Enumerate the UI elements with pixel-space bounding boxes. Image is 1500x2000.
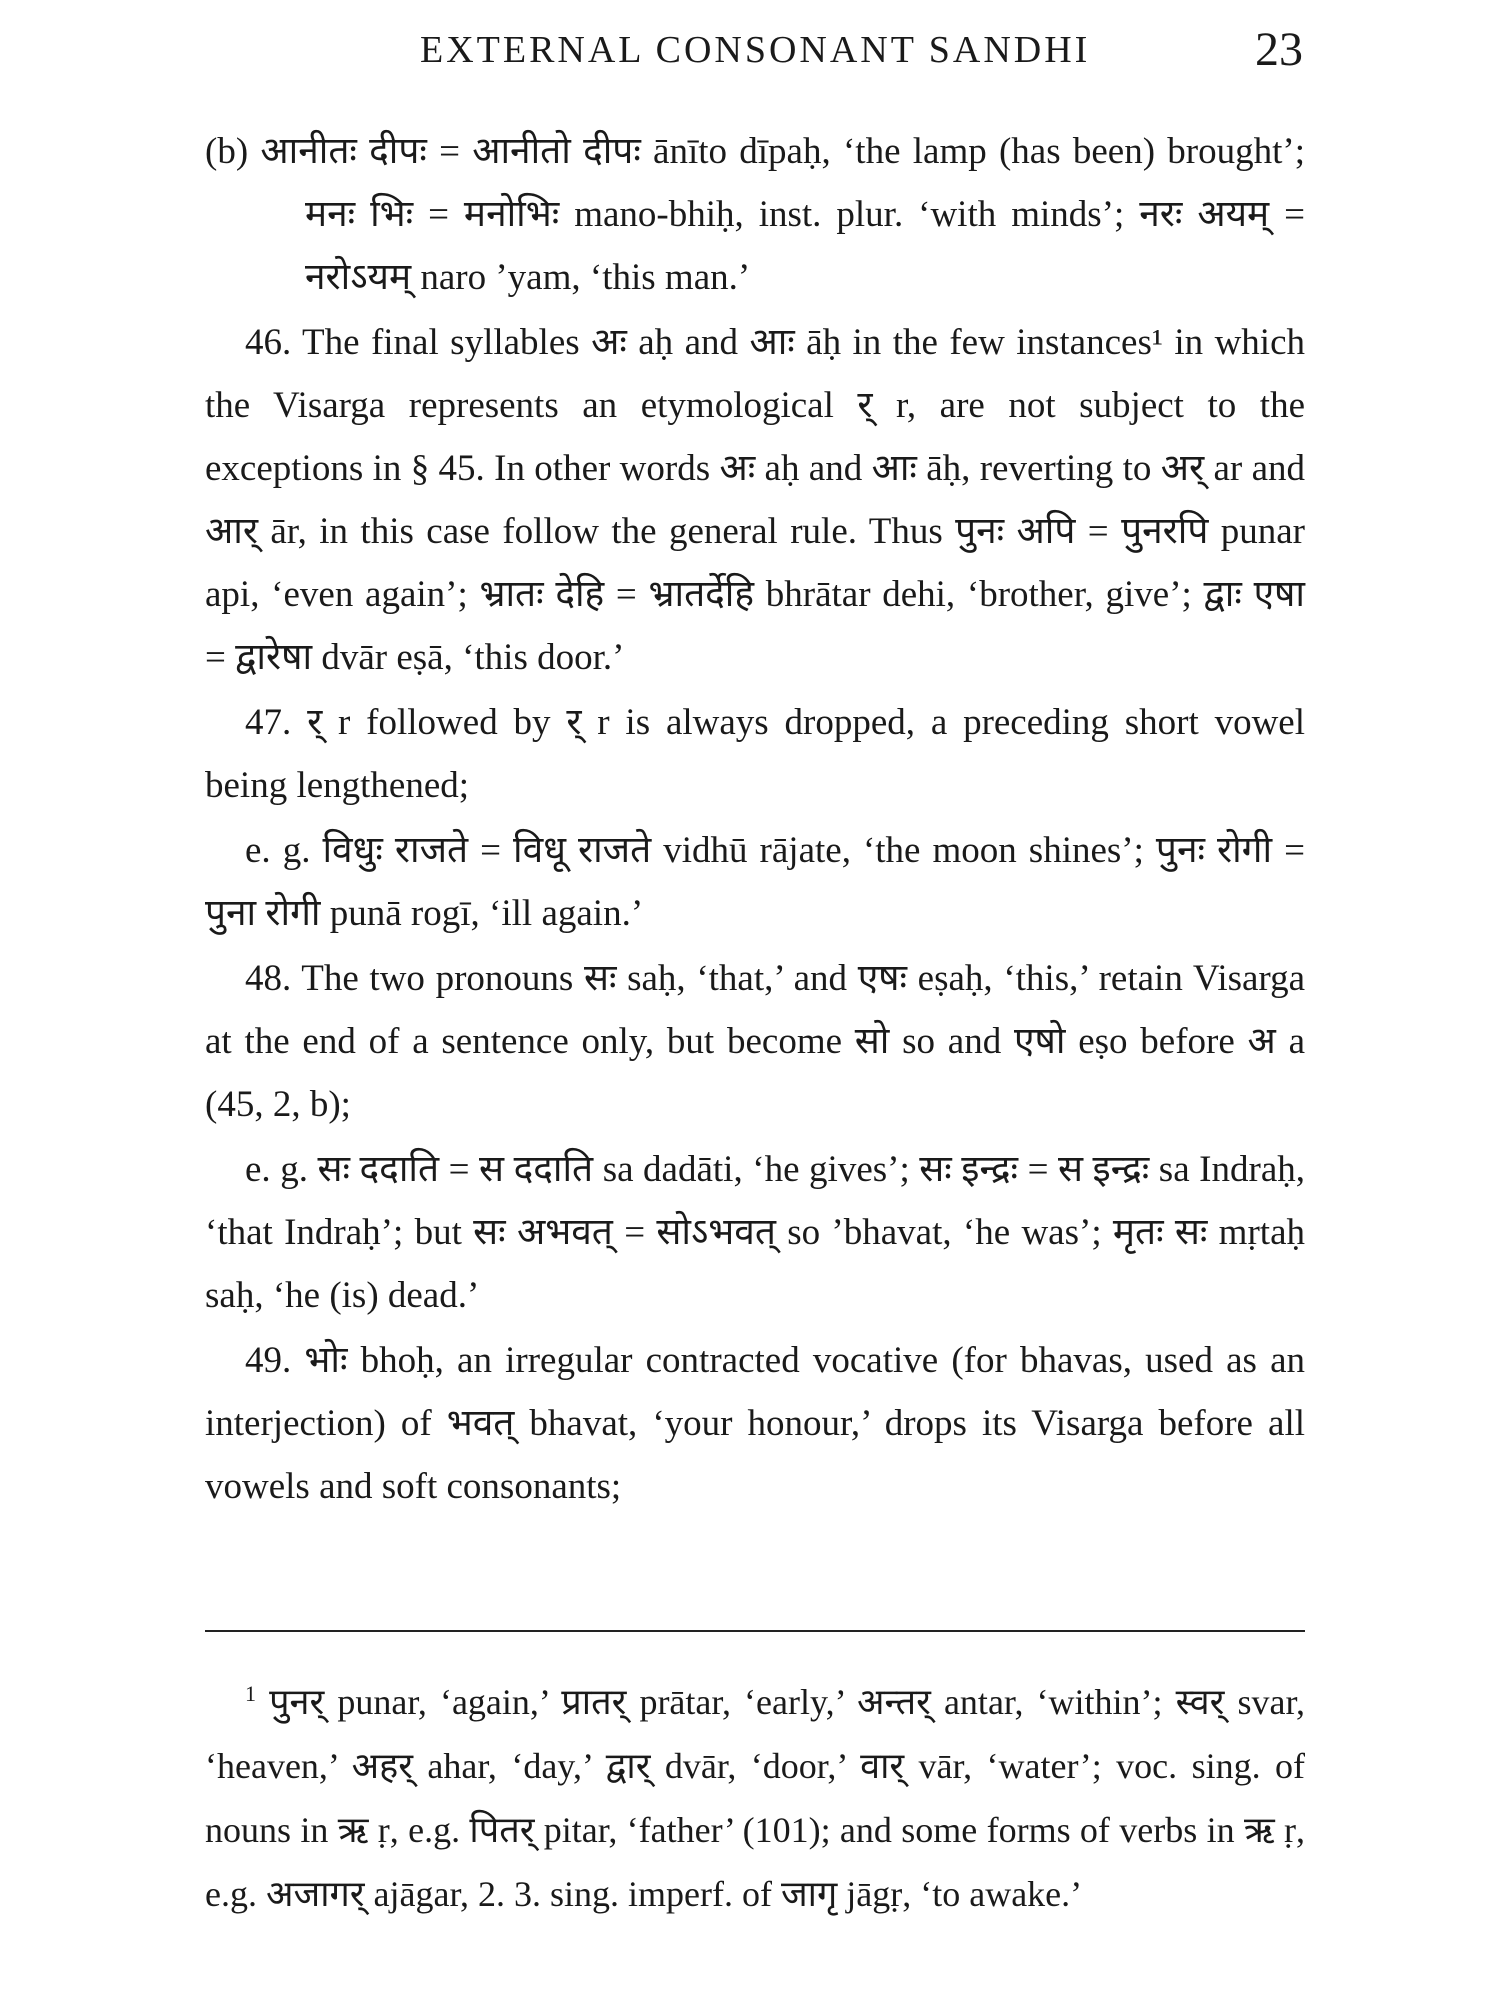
- footnote-marker: 1: [245, 1681, 256, 1706]
- paragraph-47: 47. र् r followed by र् r is always dropped, a preceding short vowel being lengthened;: [205, 702, 1305, 806]
- paragraph-46: 46. The final syllables अः aḥ and आः āḥ in the few instances¹ in which the Visarga represents an etymological र् r, are not subject to the exceptions in § 45. In other words अः aḥ and आः āḥ, reverting to अर् ar and आर् ār, in this case follow the general rule. Thus पुनः अपि = पुनरपि punar api, ‘even again’; भ्रातः देहि = भ्रातर्देहि bhrātar dehi, ‘brother, give’; द्वाः एषा = द्वारेषा dvār eṣā, ‘this door.’: [205, 322, 1305, 678]
- paragraph-48-example: e. g. सः ददाति = स ददाति sa dadāti, ‘he gives’; सः इन्द्रः = स इन्द्रः sa Indraḥ, ‘that Indraḥ’; but सः अभवत् = सोऽभवत् so ’bhavat, ‘he was’; मृतः सः mṛtaḥ saḥ, ‘he (is) dead.’: [205, 1149, 1305, 1316]
- paragraph-45b: (b) आनीतः दीपः = आनीतो दीपः ānīto dīpaḥ, ‘the lamp (has been) brought’; मनः भिः = मनोभिः mano-bhiḥ, inst. plur. ‘with minds’; नरः अयम् = नरोऽयम् naro ’yam, ‘this man.’: [205, 131, 1305, 298]
- paragraph-48: 48. The two pronouns सः saḥ, ‘that,’ and एषः eṣaḥ, ‘this,’ retain Visarga at the end of a sentence only, but become सो so and एषो eṣo before अ a (45, 2, b);: [205, 958, 1305, 1125]
- page-number: 23: [1255, 23, 1303, 76]
- main-text: [205, 120, 1305, 1520]
- footnote-paragraph: [205, 1670, 1305, 1926]
- footnote: [205, 1670, 1305, 1926]
- footnote-divider: [205, 1630, 1305, 1632]
- page-header: [0, 22, 1500, 92]
- footnote-text: पुनर् punar, ‘again,’ प्रातर् prātar, ‘early,’ अन्तर् antar, ‘within’; स्वर् svar, ‘heaven,’ अहर् ahar, ‘day,’ द्वार् dvār, ‘door,’ वार् vār, ‘water’; voc. sing. of nouns in ऋ ṛ, e.g. पितर् pitar, ‘father’ (101); and some forms of verbs in ऋ ṛ, e.g. अजागर् ajāgar, 2. 3. sing. imperf. of जागृ jāgṛ, ‘to awake.’: [205, 1682, 1305, 1914]
- paragraph-49: 49. भोः bhoḥ, an irregular contracted vocative (for bhavas, used as an interjection) of भवत् bhavat, ‘your honour,’ drops its Visarga before all vowels and soft consonants;: [205, 1340, 1305, 1507]
- running-head: EXTERNAL CONSONANT SANDHI: [420, 29, 1091, 71]
- paragraph-47-example: e. g. विधुः राजते = विधू राजते vidhū rājate, ‘the moon shines’; पुनः रोगी = पुना रोगी punā rogī, ‘ill again.’: [205, 830, 1305, 934]
